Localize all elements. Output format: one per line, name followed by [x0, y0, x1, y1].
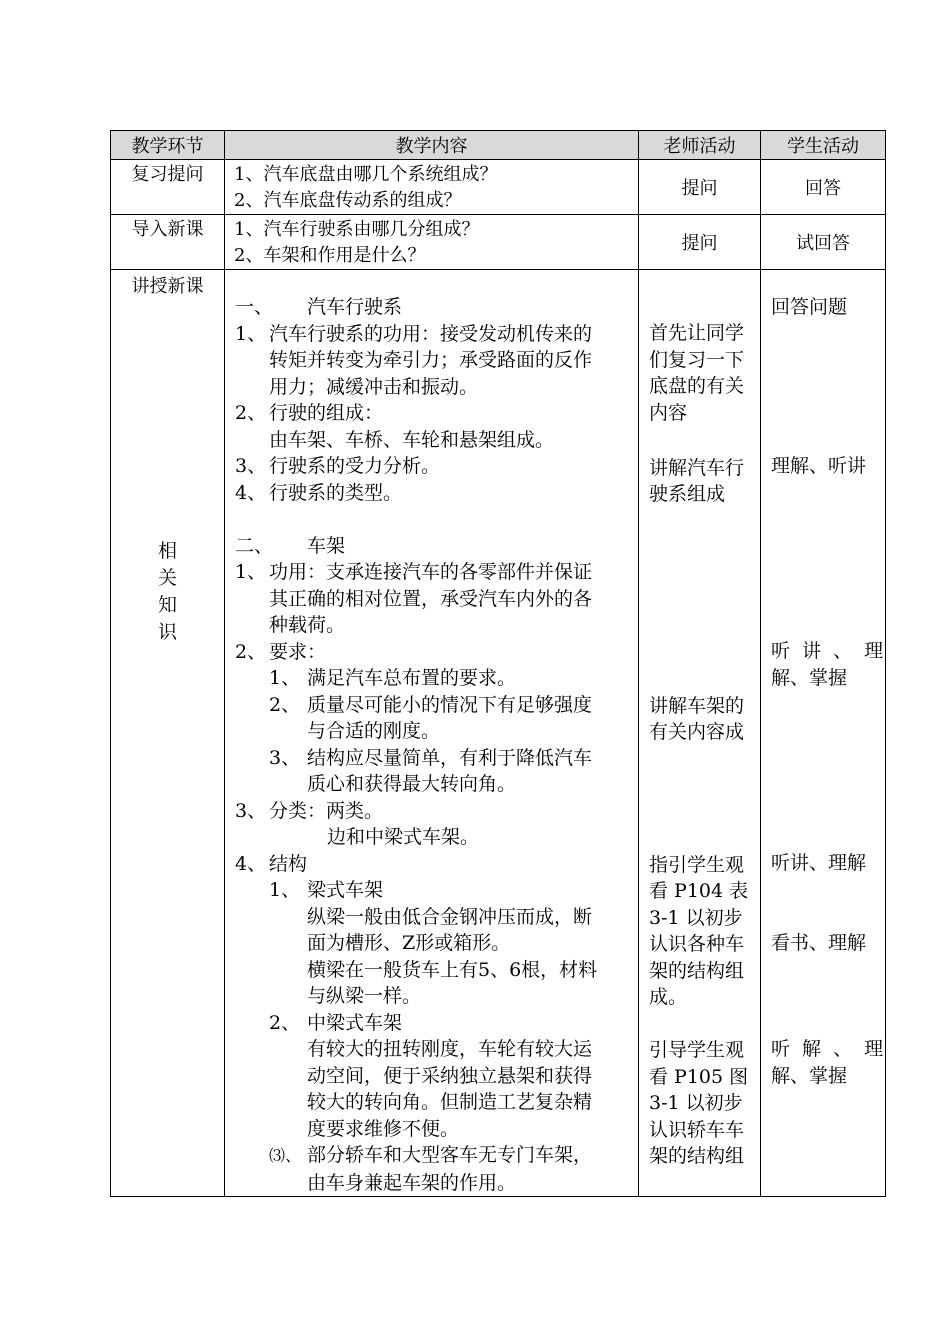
- header-teacher: 老师活动: [639, 131, 761, 160]
- stage-cell: 导入新课: [111, 215, 225, 270]
- content-line: 1、汽车行驶系由哪几分组成？: [234, 219, 480, 240]
- content-line: 1、 功用：支承连接汽车的各零部件并保证: [235, 561, 593, 583]
- stage-cell: 复习提问: [111, 160, 225, 215]
- content-line: 2、 行驶的组成：: [235, 402, 384, 424]
- content-line: 用力；减缓冲击和振动。: [269, 375, 479, 398]
- content-line: 横梁在一般货车上有5、6根，材料: [307, 958, 598, 981]
- teacher-cell: 提问: [639, 215, 761, 270]
- content-line: 1、 满足汽车总布置的要求。: [269, 667, 517, 689]
- stage-sub-label: 相 关 知 识: [157, 540, 177, 643]
- content-line: 3、 行驶系的受力分析。: [235, 455, 441, 477]
- content-line: ⑶、 部分轿车和大型客车无专门车架，: [269, 1144, 593, 1166]
- content-line: 3、 结构应尽量简单，有利于降低汽车: [269, 746, 593, 769]
- main-row: [111, 270, 886, 1197]
- content-cell: [225, 215, 639, 270]
- teacher-cell: 提问: [639, 160, 761, 215]
- content-line: 种载荷。: [269, 614, 346, 636]
- teacher-activity-cell: 首先让同学 们复习一下 底盘的有关 内容 讲解汽车行 驶系组成 讲解车架的 有关内容成 指引学生观 看 P104 表 3-1 以初步 认识各种车 架的结构组 成。 引导学生观 看 P105 图 3-1 以初步 认识轿车车 架的结构组: [639, 270, 761, 1197]
- content-line: 与合适的刚度。: [307, 720, 441, 742]
- content-line: 面为槽形、Z形或箱形。: [307, 932, 511, 954]
- content-line: 转矩并转变为牵引力；承受路面的反作: [269, 349, 593, 371]
- student-cell: 回答: [761, 160, 886, 215]
- header-content: 教学内容: [225, 131, 639, 160]
- table-row: [111, 160, 886, 215]
- content-line: 与纵梁一样。: [307, 985, 422, 1007]
- content-line: 4、 结构: [235, 852, 308, 875]
- content-line: 2、 质量尽可能小的情况下有足够强度: [269, 693, 593, 716]
- content-line: 2、 要求：: [235, 640, 327, 663]
- content-line: 1、 汽车行驶系的功用：接受发动机传来的: [235, 322, 593, 345]
- stage-label: 讲授新课: [131, 276, 204, 297]
- student-activity-cell: 回答问题 理解、听讲 听 讲 、 理 解、掌握 听讲、理解 看书、理解 听 解 、 理 解、掌握: [761, 270, 886, 1197]
- content-line: 由车身兼起车架的作用。: [307, 1171, 517, 1194]
- header-student: 学生活动: [761, 131, 886, 160]
- content-line: 纵梁一般由低合金钢冲压而成，断: [307, 905, 593, 928]
- content-line: 1、 梁式车架: [269, 879, 384, 901]
- content-line: 1、汽车底盘由哪几个系统组成？: [234, 164, 498, 185]
- content-line: 动空间，便于采纳独立悬架和获得: [307, 1064, 593, 1087]
- content-line: 质心和获得最大转向角。: [307, 773, 517, 795]
- content-line: 度要求维修不便。: [307, 1117, 460, 1140]
- lesson-plan-table: [110, 130, 886, 1197]
- section-heading: 一、 汽车行驶系: [235, 296, 403, 318]
- main-content-cell: [225, 270, 639, 1197]
- content-line: 4、 行驶系的类型。: [235, 481, 403, 504]
- content-line: 2、车架和作用是什么？: [234, 245, 426, 266]
- content-line: 其正确的相对位置，承受汽车内外的各: [269, 587, 593, 610]
- student-cell: 试回答: [761, 215, 886, 270]
- content-line: 边和中梁式车架。: [327, 826, 480, 848]
- section-heading: 二、 车架: [235, 534, 346, 557]
- content-line: 较大的转向角。但制造工艺复杂精: [307, 1091, 593, 1113]
- stage-cell: [111, 270, 225, 1197]
- content-line: 2、汽车底盘传动系的组成？: [234, 190, 462, 211]
- content-line: 2、 中梁式车架: [269, 1011, 403, 1034]
- content-line: 有较大的扭转刚度，车轮有较大运: [307, 1038, 593, 1060]
- header-stage: 教学环节: [111, 131, 225, 160]
- header-row: [111, 131, 886, 160]
- content-line: 由车架、车桥、车轮和悬架组成。: [269, 428, 555, 451]
- content-cell: [225, 160, 639, 215]
- content-line: 3、 分类：两类。: [235, 799, 384, 822]
- table-row: [111, 215, 886, 270]
